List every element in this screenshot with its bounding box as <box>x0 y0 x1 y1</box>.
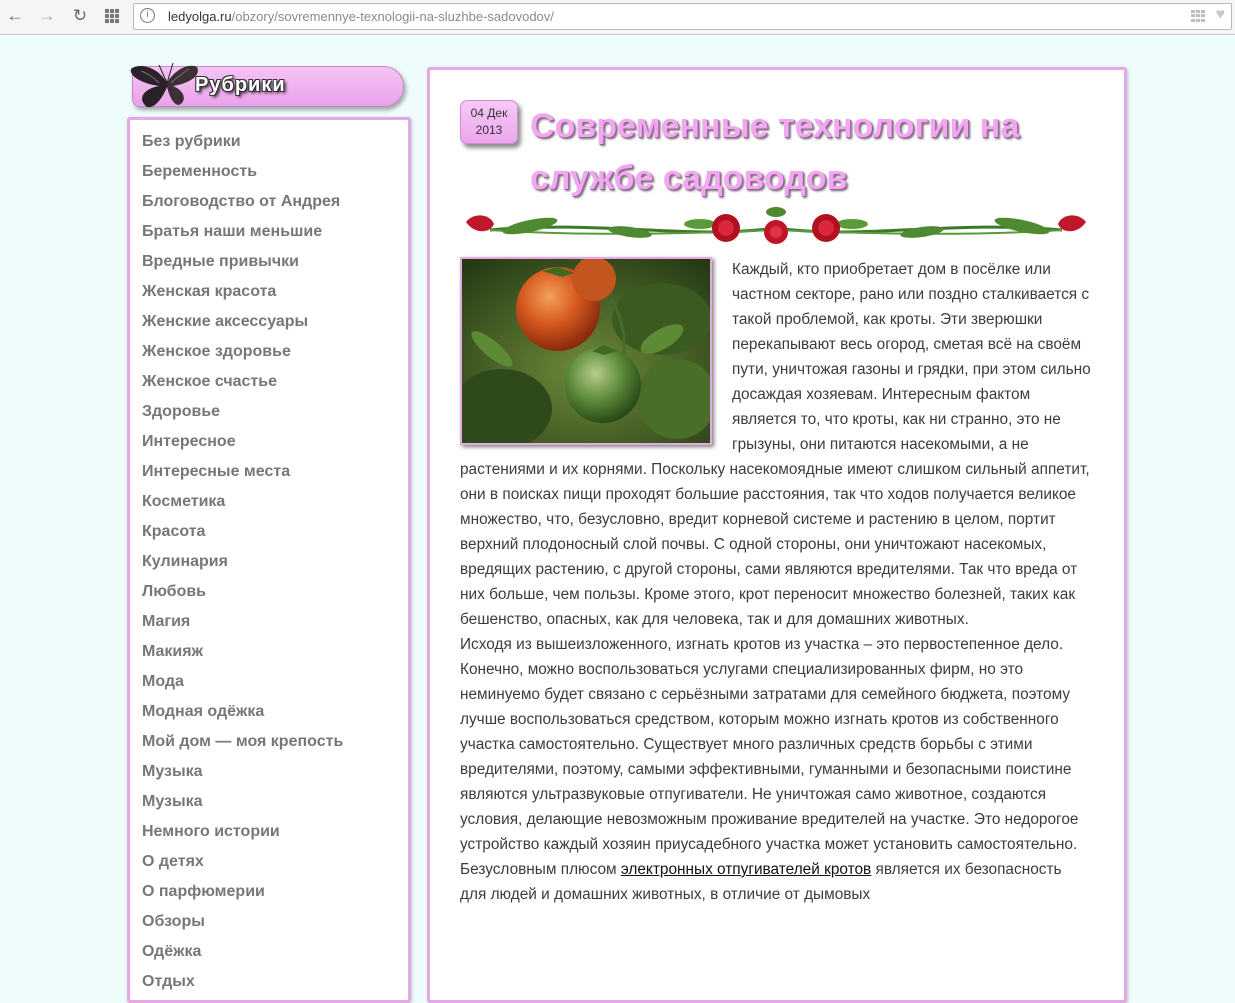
category-link[interactable]: Вредные привычки <box>142 253 299 270</box>
post-body <box>460 257 1092 907</box>
post-paragraph-3-start: Безусловным плюсом <box>460 861 621 878</box>
post-paragraph-3 <box>460 857 1092 907</box>
category-link[interactable]: Здоровье <box>142 403 221 420</box>
category-link[interactable]: Отдых <box>142 973 195 990</box>
post-date-day-month: 04 Дек <box>470 106 508 120</box>
category-link[interactable]: Без рубрики <box>142 133 241 150</box>
url-domain: ledyolga.ru <box>168 9 232 24</box>
category-link[interactable]: Красота <box>142 523 206 540</box>
category-link[interactable]: Магия <box>142 613 191 630</box>
post-paragraph-2: Исходя из вышеизложенного, изгнать кротов из участка – это первостепенное дело. Конечно, можно воспользоваться услугами специализированных фирм, но это неминуемо будет связано с серьёзными затратами для семейного бюджета, поэтому лучше воспользоваться средством, которым можно изгнать кротов из собственного участка самостоятельно. Существует много различных средств борьбы с этими вредителями, поэтому, самыми эффективными, гуманными и безопасными поистине являются ультразвуковые отпугиватели. Не уничтожая само животное, создаются условия, делающие невозможным проживание вредителей на участке. Это недорогое устройство каждый хозяин приусадебного участка может установить самостоятельно. <box>460 636 1079 853</box>
reload-icon[interactable]: ↻ <box>72 6 88 25</box>
extension-icon[interactable] <box>1191 10 1205 22</box>
post-date-year: 2013 <box>475 123 503 137</box>
category-link[interactable]: Интересные места <box>142 463 291 480</box>
category-link[interactable]: Женские аксессуары <box>142 313 309 330</box>
url-text[interactable] <box>168 9 554 24</box>
category-link[interactable]: О детях <box>142 853 204 870</box>
post-title[interactable]: Современные технологии на службе садоводов <box>530 107 1020 197</box>
butterfly-icon <box>129 61 205 109</box>
post-paragraph-1: Каждый, кто приобретает дом в посёлке или частном секторе, рано или поздно сталкивается с такой проблемой, как кроты. Эти зверюшки перекапывают весь огород, сметая всё на своём пути, уничтожая газоны и грядки, при этом сильно досаждая хозяевам. Интересным фактом является то, что кроты, как ни странно, это не грызуны, они питаются насекомыми, а не растениями и их корнями. Поскольку насекомоядные имеют слишком сильный аппетит, они в поисках пищи проходят большие расстояния, так что ходов получается великое множество, что, безусловно, вредит корневой системе и растению в целом, портит верхний плодоносный слой почвы. С одной стороны, они уничтожают насекомых, вредящих растению, с другой стороны, сами являются вредителями. Так что вреда от них больше, чем пользы. Кроме этого, крот переносит множество болезней, таких как бешенство, опасных, как для человека, так и для домашних животных. <box>460 261 1091 628</box>
category-link[interactable]: Модная одёжка <box>142 703 265 720</box>
back-arrow-icon[interactable]: ← <box>6 6 24 25</box>
category-link[interactable]: Макияж <box>142 643 203 660</box>
browser-toolbar <box>0 0 1235 35</box>
category-link[interactable]: Блоговодство от Андрея <box>142 193 341 210</box>
category-link[interactable]: О парфюмерии <box>142 883 265 900</box>
categories-panel <box>127 117 411 1003</box>
post-paragraph-3-end: является их безопасность для людей и домашних животных, в отличие от дымовых <box>460 861 1062 903</box>
category-link[interactable]: Женское здоровье <box>142 343 291 360</box>
post-date-badge <box>460 100 518 144</box>
category-link[interactable]: Мода <box>142 673 184 690</box>
url-path: /obzory/sovremennye-texnologii-na-sluzhbe-sadovodov/ <box>231 9 554 24</box>
category-link[interactable]: Интересное <box>142 433 236 450</box>
category-list <box>142 128 343 998</box>
category-link[interactable]: Немного истории <box>142 823 280 840</box>
category-link[interactable]: Музыка <box>142 763 203 780</box>
category-link[interactable]: Женское счастье <box>142 373 277 390</box>
categories-title: Рубрики <box>195 74 286 96</box>
category-link[interactable]: Мой дом — моя крепость <box>142 733 344 750</box>
heart-icon[interactable]: ♥ <box>1215 6 1225 23</box>
ultrasonic-repellers-link[interactable]: электронных отпугивателей кротов <box>620 861 872 878</box>
category-link[interactable]: Братья наши меньшие <box>142 223 323 240</box>
roses-divider-image <box>460 206 1092 250</box>
category-link[interactable]: Музыка <box>142 793 203 810</box>
category-link[interactable]: Беременность <box>142 163 258 180</box>
address-bar[interactable] <box>133 3 1232 30</box>
category-link[interactable]: Одёжка <box>142 943 202 960</box>
category-link[interactable]: Косметика <box>142 493 226 510</box>
categories-header <box>132 66 404 107</box>
category-link[interactable]: Женская красота <box>142 283 277 300</box>
category-link[interactable]: Обзоры <box>142 913 205 930</box>
forward-arrow-icon[interactable]: → <box>38 6 56 25</box>
post-container <box>427 67 1127 1003</box>
category-link[interactable]: Кулинария <box>142 553 228 570</box>
page-info-icon[interactable]: i <box>140 8 155 23</box>
category-link[interactable]: Любовь <box>142 583 207 600</box>
apps-grid-icon[interactable] <box>105 9 119 23</box>
